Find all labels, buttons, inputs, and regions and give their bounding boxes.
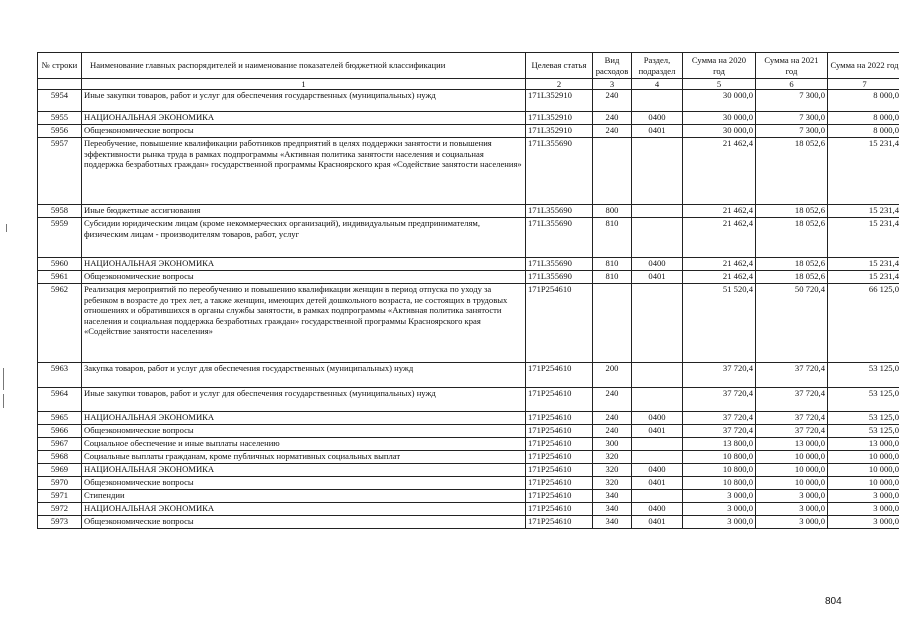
row-sum-2021: 13 000,0: [756, 438, 828, 451]
row-sum-2020: 21 462,4: [683, 138, 756, 205]
row-expense-type: 200: [593, 363, 632, 388]
table-row: [38, 516, 899, 529]
row-section: 0401: [632, 425, 683, 438]
row-sum-2021: 50 720,4: [756, 284, 828, 363]
row-sum-2022: 15 231,4: [828, 258, 899, 271]
row-sum-2021: 37 720,4: [756, 388, 828, 412]
row-sum-2021: 37 720,4: [756, 412, 828, 425]
row-sum-2022: 66 125,0: [828, 284, 899, 363]
row-sum-2022: 8 000,0: [828, 90, 899, 112]
table-row: [38, 271, 899, 284]
row-expense-type: 320: [593, 464, 632, 477]
row-sum-2021: 18 052,6: [756, 138, 828, 205]
row-sum-2021: 3 000,0: [756, 516, 828, 529]
table-row: [38, 138, 899, 205]
row-number: 5954: [38, 90, 82, 112]
row-section: 0400: [632, 464, 683, 477]
row-expense-type: 240: [593, 412, 632, 425]
row-number: 5966: [38, 425, 82, 438]
row-name: Общеэкономические вопросы: [82, 125, 526, 138]
row-target-article: 171P254610: [526, 388, 593, 412]
scan-mark-2: [3, 394, 4, 408]
row-target-article: 171P254610: [526, 464, 593, 477]
row-sum-2021: 18 052,6: [756, 205, 828, 218]
row-name: Иные закупки товаров, работ и услуг для обеспечения государственных (муниципальных) нужд: [82, 388, 526, 412]
table-row: [38, 451, 899, 464]
row-section: [632, 451, 683, 464]
table-body: [38, 90, 899, 529]
row-section: [632, 490, 683, 503]
table-row: [38, 412, 899, 425]
row-name: Социальные выплаты гражданам, кроме публичных нормативных социальных выплат: [82, 451, 526, 464]
row-number: 5957: [38, 138, 82, 205]
row-section: 0400: [632, 412, 683, 425]
row-expense-type: 800: [593, 205, 632, 218]
header-vid: Вид расходов: [593, 53, 632, 79]
row-number: 5964: [38, 388, 82, 412]
row-expense-type: 810: [593, 271, 632, 284]
column-number: 1: [82, 79, 526, 90]
row-sum-2021: 7 300,0: [756, 112, 828, 125]
table-row: [38, 205, 899, 218]
table-row: [38, 363, 899, 388]
row-target-article: 171L352910: [526, 112, 593, 125]
row-sum-2020: 21 462,4: [683, 205, 756, 218]
row-section: 0401: [632, 516, 683, 529]
row-section: 0400: [632, 112, 683, 125]
row-target-article: 171P254610: [526, 425, 593, 438]
row-name: НАЦИОНАЛЬНАЯ ЭКОНОМИКА: [82, 464, 526, 477]
row-sum-2020: 30 000,0: [683, 125, 756, 138]
row-name: НАЦИОНАЛЬНАЯ ЭКОНОМИКА: [82, 258, 526, 271]
row-target-article: 171P254610: [526, 490, 593, 503]
row-section: [632, 284, 683, 363]
row-expense-type: 340: [593, 516, 632, 529]
row-section: [632, 438, 683, 451]
table-header: [38, 53, 899, 90]
row-section: [632, 218, 683, 258]
row-name: Реализация мероприятий по переобучению и повышению квалификации женщин в период отпуска по уходу за ребенком в возрасте до трех лет, а также женщин, имеющих детей дошкольного возраста, не состоящих в трудовых отношениях и обратившихся в органы службы занятости, в рамках подпрограммы «Активная политика занятости населения и социальная поддержка безработных граждан» государственной программы Красноярского края «Содействие занятости населения»: [82, 284, 526, 363]
row-name: Субсидии юридическим лицам (кроме некоммерческих организаций), индивидуальным предпринимателям, физическим лицам - производителям товаров, работ, услуг: [82, 218, 526, 258]
row-sum-2022: 53 125,0: [828, 363, 899, 388]
row-sum-2020: 10 800,0: [683, 464, 756, 477]
row-name: Закупка товаров, работ и услуг для обеспечения государственных (муниципальных) нужд: [82, 363, 526, 388]
table-row: [38, 425, 899, 438]
row-name: Переобучение, повышение квалификации работников предприятий в целях поддержки занятости и повышения эффективности рынка труда в рамках подпрограммы «Активная политика занятости населения и социальная поддержка безработных граждан» государственной программы Красноярского края «Содействие занятости населения»: [82, 138, 526, 205]
row-target-article: 171P254610: [526, 516, 593, 529]
row-sum-2022: 3 000,0: [828, 516, 899, 529]
row-sum-2020: 3 000,0: [683, 490, 756, 503]
row-expense-type: 810: [593, 218, 632, 258]
row-sum-2022: 15 231,4: [828, 205, 899, 218]
row-name: Общеэкономические вопросы: [82, 477, 526, 490]
table-row: [38, 503, 899, 516]
row-sum-2022: 8 000,0: [828, 112, 899, 125]
row-number: 5961: [38, 271, 82, 284]
row-sum-2021: 18 052,6: [756, 271, 828, 284]
column-number: 4: [632, 79, 683, 90]
row-sum-2021: 37 720,4: [756, 425, 828, 438]
header-sum-2021: Сумма на 2021 год: [756, 53, 828, 79]
row-name: Общеэкономические вопросы: [82, 425, 526, 438]
row-expense-type: [593, 284, 632, 363]
row-section: 0401: [632, 271, 683, 284]
row-expense-type: 240: [593, 425, 632, 438]
table-row: [38, 388, 899, 412]
budget-table: [37, 52, 899, 529]
row-sum-2022: 3 000,0: [828, 490, 899, 503]
row-sum-2021: 10 000,0: [756, 477, 828, 490]
row-sum-2021: 3 000,0: [756, 503, 828, 516]
page-number: 804: [825, 596, 842, 607]
column-number: 3: [593, 79, 632, 90]
row-target-article: 171P254610: [526, 451, 593, 464]
table-row: [38, 477, 899, 490]
row-number: 5956: [38, 125, 82, 138]
row-number: 5958: [38, 205, 82, 218]
row-sum-2021: 3 000,0: [756, 490, 828, 503]
row-sum-2022: 15 231,4: [828, 271, 899, 284]
header-article: Целевая статья: [526, 53, 593, 79]
table-row: [38, 112, 899, 125]
row-sum-2022: 3 000,0: [828, 503, 899, 516]
header-sum-2020: Сумма на 2020 год: [683, 53, 756, 79]
table-row: [38, 218, 899, 258]
row-section: 0400: [632, 258, 683, 271]
row-expense-type: 320: [593, 477, 632, 490]
row-sum-2020: 21 462,4: [683, 258, 756, 271]
table-row: [38, 284, 899, 363]
row-expense-type: 810: [593, 258, 632, 271]
row-section: 0401: [632, 125, 683, 138]
row-number: 5969: [38, 464, 82, 477]
row-sum-2020: 30 000,0: [683, 90, 756, 112]
row-section: 0400: [632, 503, 683, 516]
row-sum-2022: 53 125,0: [828, 425, 899, 438]
row-sum-2022: 15 231,4: [828, 138, 899, 205]
row-sum-2020: 3 000,0: [683, 516, 756, 529]
row-target-article: 171P254610: [526, 284, 593, 363]
row-expense-type: 300: [593, 438, 632, 451]
row-section: [632, 138, 683, 205]
row-name: Стипендии: [82, 490, 526, 503]
row-sum-2020: 37 720,4: [683, 425, 756, 438]
row-number: 5972: [38, 503, 82, 516]
row-expense-type: 340: [593, 503, 632, 516]
row-sum-2022: 10 000,0: [828, 477, 899, 490]
row-sum-2020: 37 720,4: [683, 363, 756, 388]
row-target-article: 171L355690: [526, 258, 593, 271]
column-number: [38, 79, 82, 90]
row-expense-type: 240: [593, 388, 632, 412]
row-number: 5963: [38, 363, 82, 388]
row-name: НАЦИОНАЛЬНАЯ ЭКОНОМИКА: [82, 412, 526, 425]
row-sum-2022: 53 125,0: [828, 412, 899, 425]
row-name: НАЦИОНАЛЬНАЯ ЭКОНОМИКА: [82, 503, 526, 516]
row-number: 5955: [38, 112, 82, 125]
row-name: Иные закупки товаров, работ и услуг для обеспечения государственных (муниципальных) нужд: [82, 90, 526, 112]
row-section: [632, 363, 683, 388]
row-target-article: 171L352910: [526, 125, 593, 138]
row-sum-2022: 10 000,0: [828, 451, 899, 464]
row-target-article: 171L355690: [526, 218, 593, 258]
row-number: 5965: [38, 412, 82, 425]
row-target-article: 171P254610: [526, 477, 593, 490]
column-number-row: [38, 79, 899, 90]
column-number: 2: [526, 79, 593, 90]
row-target-article: 171L355690: [526, 138, 593, 205]
row-section: [632, 388, 683, 412]
table-row: [38, 438, 899, 451]
column-number: 5: [683, 79, 756, 90]
row-number: 5968: [38, 451, 82, 464]
row-number: 5959: [38, 218, 82, 258]
scan-mark-3: [6, 224, 7, 232]
row-number: 5970: [38, 477, 82, 490]
row-expense-type: 320: [593, 451, 632, 464]
row-sum-2021: 37 720,4: [756, 363, 828, 388]
row-sum-2022: 53 125,0: [828, 388, 899, 412]
row-sum-2020: 13 800,0: [683, 438, 756, 451]
row-sum-2021: 7 300,0: [756, 125, 828, 138]
row-expense-type: 340: [593, 490, 632, 503]
row-sum-2020: 21 462,4: [683, 271, 756, 284]
row-section: [632, 205, 683, 218]
row-sum-2020: 51 520,4: [683, 284, 756, 363]
row-name: НАЦИОНАЛЬНАЯ ЭКОНОМИКА: [82, 112, 526, 125]
row-sum-2021: 18 052,6: [756, 258, 828, 271]
row-expense-type: 240: [593, 125, 632, 138]
table-row: [38, 125, 899, 138]
row-sum-2020: 37 720,4: [683, 388, 756, 412]
table-row: [38, 258, 899, 271]
row-number: 5971: [38, 490, 82, 503]
header-name: Наименование главных распорядителей и наименование показателей бюджетной классификации: [82, 53, 526, 79]
row-sum-2022: 15 231,4: [828, 218, 899, 258]
column-number: 7: [828, 79, 899, 90]
row-name: Социальное обеспечение и иные выплаты населению: [82, 438, 526, 451]
row-sum-2021: 18 052,6: [756, 218, 828, 258]
header-sum-2022: Сумма на 2022 год: [828, 53, 899, 79]
header-row-no: № строки: [38, 53, 82, 79]
row-sum-2022: 13 000,0: [828, 438, 899, 451]
row-name: Общеэкономические вопросы: [82, 516, 526, 529]
row-sum-2020: 37 720,4: [683, 412, 756, 425]
row-target-article: 171P254610: [526, 412, 593, 425]
row-target-article: 171P254610: [526, 503, 593, 516]
row-section: 0401: [632, 477, 683, 490]
row-sum-2020: 21 462,4: [683, 218, 756, 258]
row-sum-2020: 30 000,0: [683, 112, 756, 125]
scan-mark-1: [3, 368, 4, 390]
row-target-article: 171L352910: [526, 90, 593, 112]
row-expense-type: 240: [593, 90, 632, 112]
row-expense-type: 240: [593, 112, 632, 125]
column-number: 6: [756, 79, 828, 90]
row-sum-2021: 7 300,0: [756, 90, 828, 112]
row-sum-2020: 10 800,0: [683, 451, 756, 464]
row-name: Иные бюджетные ассигнования: [82, 205, 526, 218]
table-row: [38, 490, 899, 503]
table-row: [38, 464, 899, 477]
row-number: 5973: [38, 516, 82, 529]
row-sum-2020: 10 800,0: [683, 477, 756, 490]
row-number: 5967: [38, 438, 82, 451]
row-expense-type: [593, 138, 632, 205]
row-number: 5962: [38, 284, 82, 363]
row-name: Общеэкономические вопросы: [82, 271, 526, 284]
row-target-article: 171L355690: [526, 271, 593, 284]
row-target-article: 171P254610: [526, 438, 593, 451]
table-row: [38, 90, 899, 112]
row-sum-2020: 3 000,0: [683, 503, 756, 516]
row-sum-2022: 10 000,0: [828, 464, 899, 477]
row-section: [632, 90, 683, 112]
row-sum-2021: 10 000,0: [756, 464, 828, 477]
header-section: Раздел, подраздел: [632, 53, 683, 79]
row-target-article: 171L355690: [526, 205, 593, 218]
row-sum-2022: 8 000,0: [828, 125, 899, 138]
row-number: 5960: [38, 258, 82, 271]
row-target-article: 171P254610: [526, 363, 593, 388]
row-sum-2021: 10 000,0: [756, 451, 828, 464]
